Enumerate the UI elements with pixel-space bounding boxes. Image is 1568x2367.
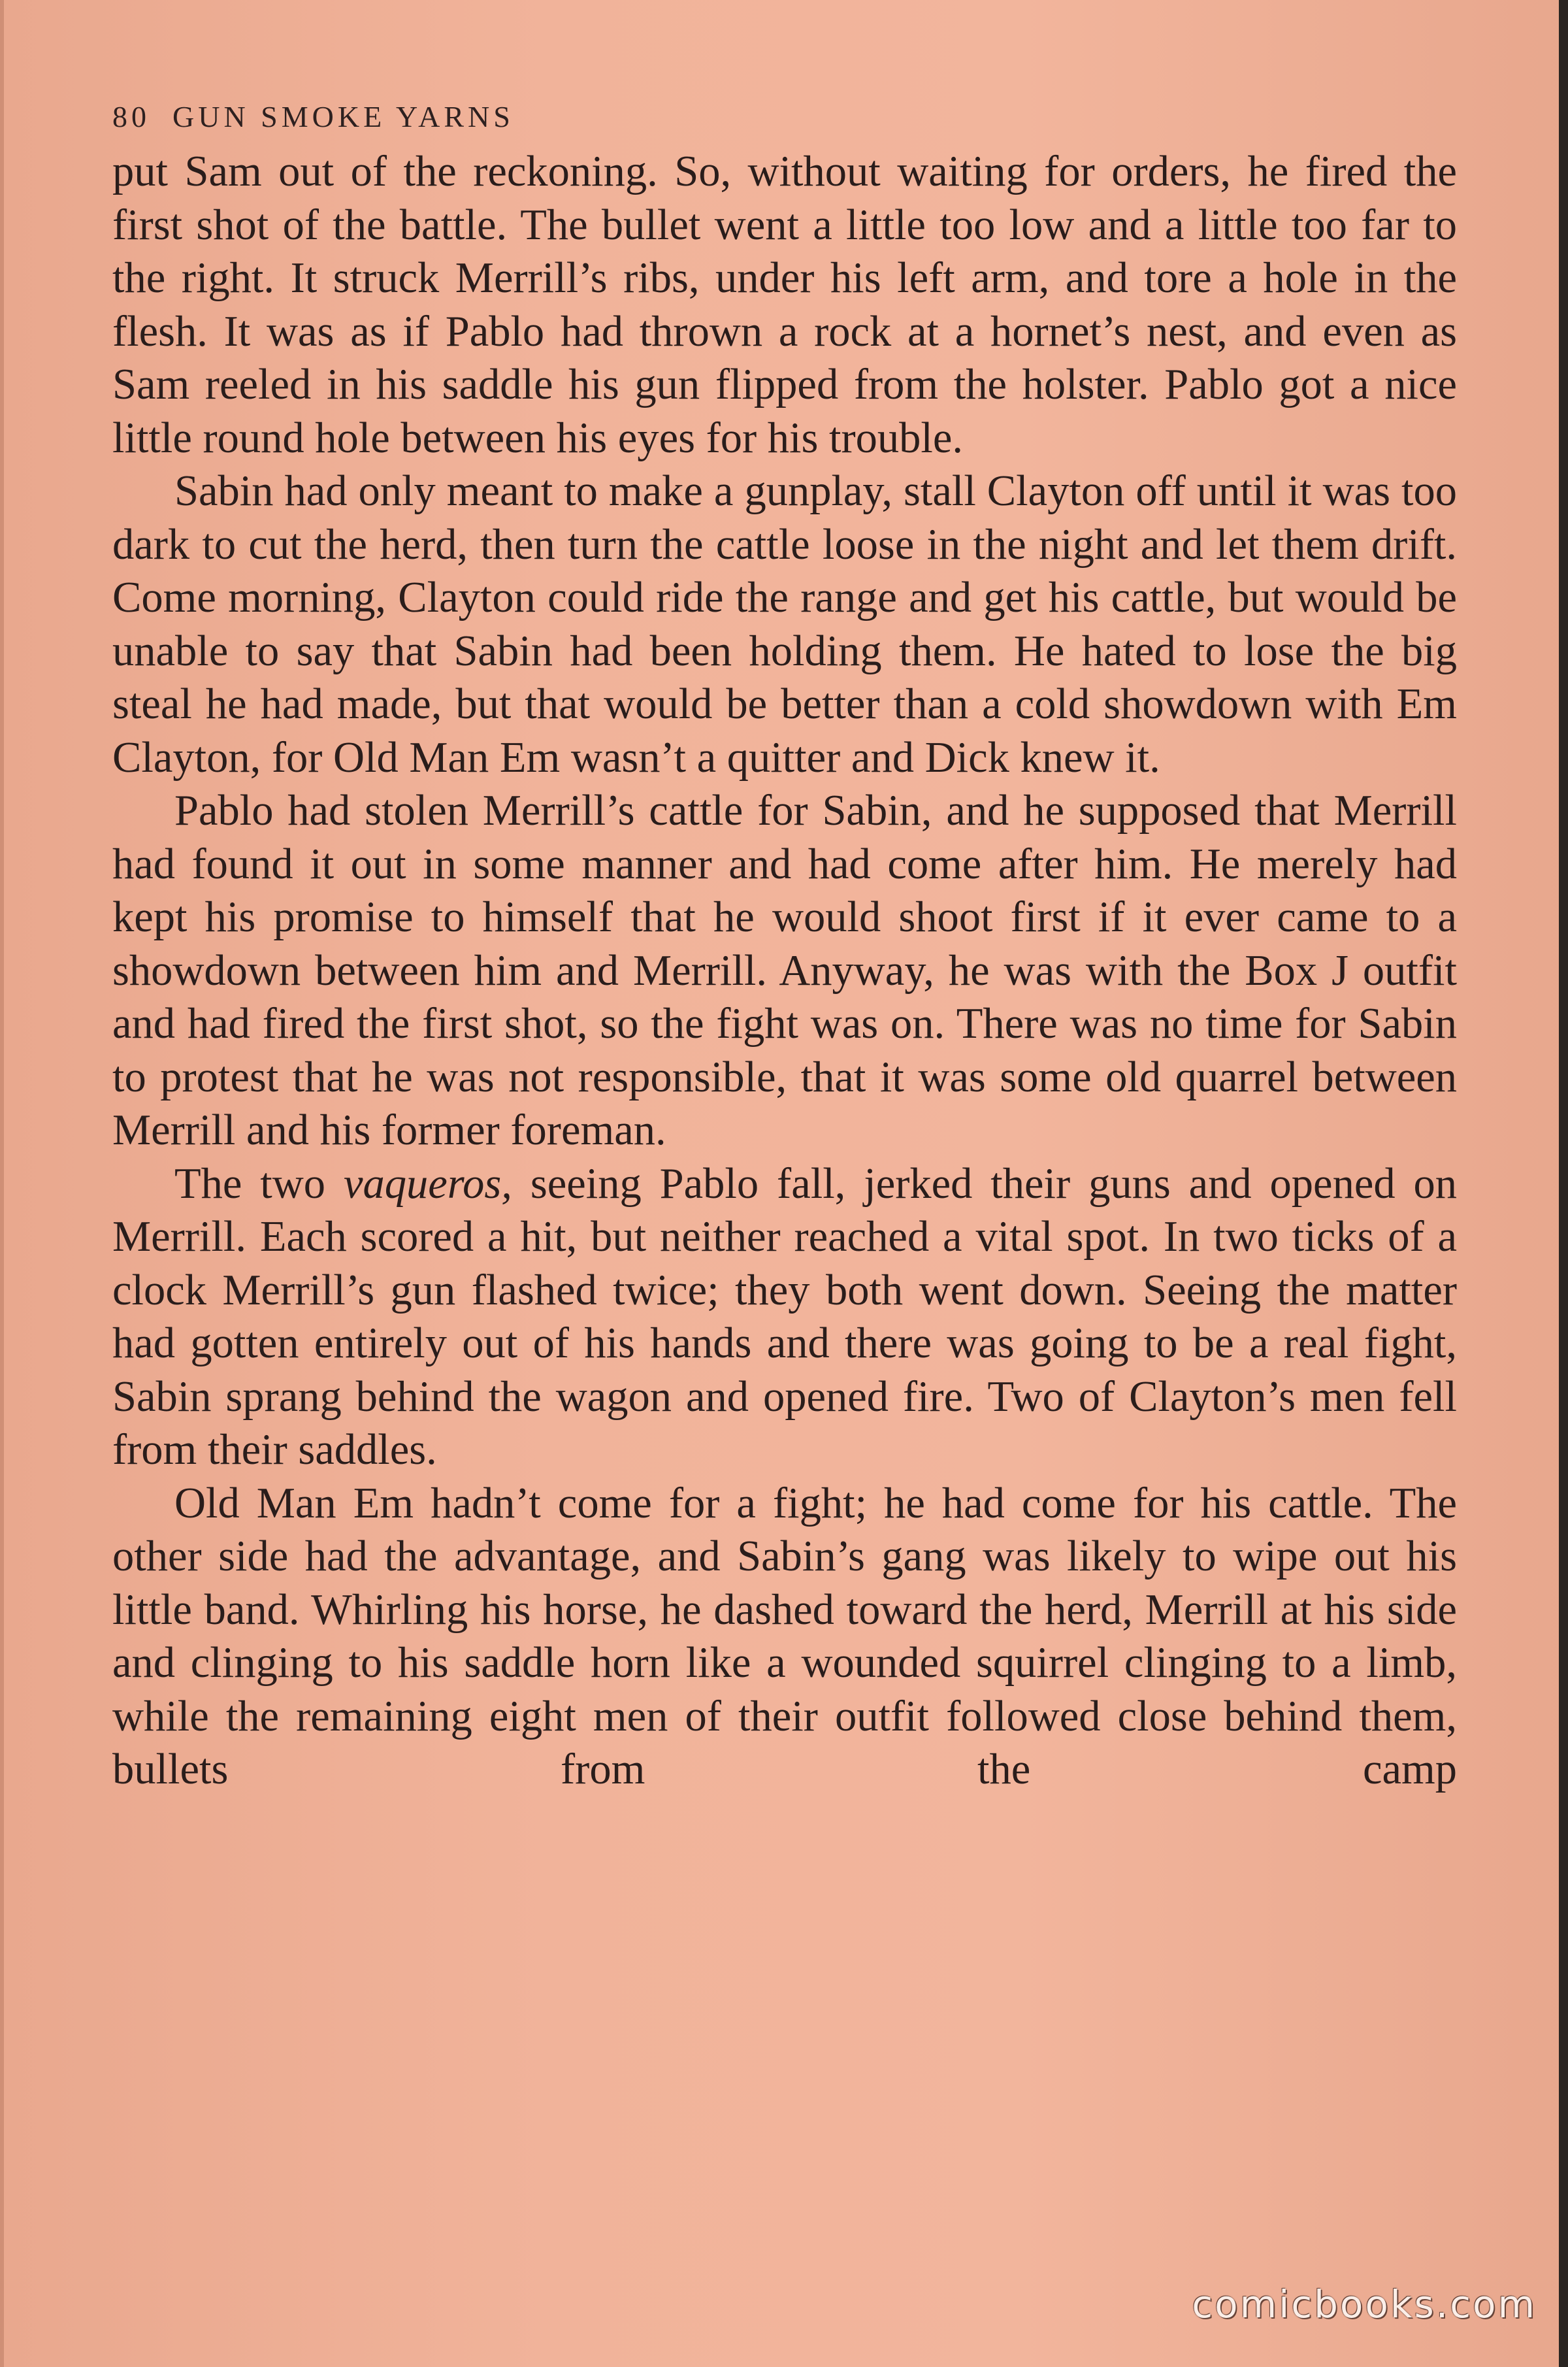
page-number: 80	[112, 100, 150, 133]
paragraph-4	[112, 1157, 1457, 1477]
paragraph-3: Pablo had stolen Merrill’s cattle for Sabin, and he supposed that Merrill had found it out in some manner and had come after him. He merely had kept his promise to himself that he would shoot first if it ever came to a showdown between him and Merrill. Anyway, he was with the Box J outfit and had fired the first shot, so the fight was on. There was no time for Sabin to protest that he was not responsible, that it was some old quarrel between Merrill and his former foreman.	[112, 787, 1457, 1154]
watermark: comicbooks.com	[1192, 2282, 1537, 2326]
page-edge-right	[1559, 0, 1568, 2367]
paragraph-5: Old Man Em hadn’t come for a fight; he had come for his cattle. The other side had the advantage, and Sabin’s gang was likely to wipe out his little band. Whirling his horse, he dashed toward the herd, Merrill at his side and clinging to his saddle horn like a wounded squirrel clinging to a limb, while the remaining eight men of their outfit followed close behind them, bullets from the camp	[112, 1479, 1457, 1793]
paragraph-1: put Sam out of the reckoning. So, without waiting for orders, he fired the first shot of the battle. The bullet went a little too low and a little too far to the right. It struck Merrill’s ribs, under his left arm, and tore a hole in the flesh. It was as if Pablo had thrown a rock at a hornet’s nest, and even as Sam reeled in his saddle his gun flipped from the holster. Pablo got a nice little round hole between his eyes for his trouble.	[112, 148, 1457, 462]
page-edge-left	[0, 0, 4, 2367]
paragraph-2: Sabin had only meant to make a gunplay, stall Clayton off until it was too dark to cut the herd, then turn the cattle loose in the night and let them drift. Come morning, Clayton could ride the range and get his cattle, but would be unable to say that Sabin had been holding them. He hated to lose the big steal he had made, but that would be better than a cold showdown with Em Clayton, for Old Man Em wasn’t a quitter and Dick knew it.	[112, 467, 1457, 782]
paragraph-4-italic: vaqueros,	[343, 1159, 512, 1208]
body-text	[112, 145, 1457, 1796]
paragraph-4-text: seeing Pablo fall, jerked their guns and opened on Merrill. Each scored a hit, but neither reached a vital spot. In two ticks of a clock Merrill’s gun flashed twice; they both went down. Seeing the matter had gotten entirely out of his hands and there was going to be a real fight, Sabin sprang behind the wagon and opened fire. Two of Clayton’s men fell from their saddles.	[112, 1159, 1458, 1474]
book-title: GUN SMOKE YARNS	[172, 100, 514, 133]
running-head	[112, 99, 514, 134]
paragraph-4-lead: The two	[174, 1159, 344, 1208]
